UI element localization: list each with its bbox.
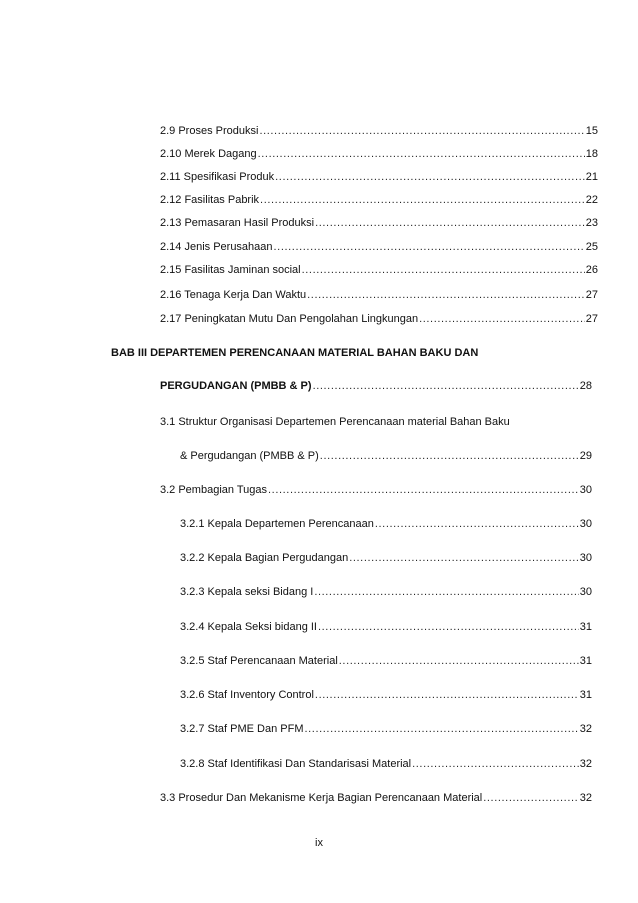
toc-entry: [160, 170, 598, 184]
toc-page-number: 31: [579, 689, 592, 701]
toc-leader: [268, 483, 579, 497]
toc-entry: [180, 722, 592, 736]
toc-page-number: 18: [585, 148, 598, 160]
toc-entry-label: 2.14 Jenis Perusahaan: [160, 241, 273, 253]
toc-leader: [259, 124, 584, 138]
toc-page-number: 21: [585, 171, 598, 183]
toc-page-number: 26: [585, 264, 598, 276]
toc-entry-label: PERGUDANGAN (PMBB & P): [160, 380, 312, 392]
toc-entry-label: 3.2 Pembagian Tugas: [160, 484, 268, 496]
toc-page-number: 32: [579, 792, 592, 804]
toc-entry-label: 2.13 Pemasaran Hasil Produksi: [160, 217, 315, 229]
toc-entry-label: 3.2.3 Kepala seksi Bidang I: [180, 586, 314, 598]
toc-page-number: 32: [579, 723, 592, 735]
toc-entry: [160, 312, 598, 326]
toc-page-number: 22: [585, 194, 598, 206]
toc-leader: [412, 757, 579, 771]
toc-entry: [160, 791, 592, 805]
toc-entry: [160, 263, 598, 277]
toc-page-number: 15: [585, 125, 598, 137]
toc-leader: [318, 620, 579, 634]
toc-entry: [180, 757, 592, 771]
toc-entry: [160, 483, 592, 497]
toc-leader: [483, 791, 579, 805]
toc-entry: [180, 654, 592, 668]
toc-page-number: 31: [579, 655, 592, 667]
toc-leader: [313, 379, 579, 393]
toc-leader: [258, 147, 585, 161]
toc-entry-label: 3.2.1 Kepala Departemen Perencanaan: [180, 518, 374, 530]
toc-entry: [180, 449, 592, 463]
toc-entry-label: 3.2.6 Staf Inventory Control: [180, 689, 314, 701]
toc-entry: [160, 193, 598, 207]
toc-entry: [160, 288, 598, 302]
toc-entry-label: 2.9 Proses Produksi: [160, 125, 259, 137]
toc-entry-label: 2.10 Merek Dagang: [160, 148, 257, 160]
toc-page-number: 30: [579, 586, 592, 598]
toc-entry-label: 3.1 Struktur Organisasi Departemen Perencanaan material Bahan Baku: [160, 416, 510, 428]
toc-entry-label: 3.2.4 Kepala Seksi bidang II: [180, 621, 317, 633]
toc-entry: [180, 551, 592, 565]
toc-entry: [160, 240, 598, 254]
toc-page-number: 25: [585, 241, 598, 253]
toc-entry: [180, 620, 592, 634]
toc-entry: [180, 517, 592, 531]
toc-leader: [315, 216, 585, 230]
toc-entry-label: 2.16 Tenaga Kerja Dan Waktu: [160, 289, 307, 301]
toc-leader: [315, 688, 579, 702]
toc-leader: [320, 449, 579, 463]
toc-entry-label: 3.2.7 Staf PME Dan PFM: [180, 723, 304, 735]
toc-entry-label: 3.3 Prosedur Dan Mekanisme Kerja Bagian Perencanaan Material: [160, 792, 483, 804]
toc-entry: [160, 147, 598, 161]
toc-entry-label: 2.15 Fasilitas Jaminan social: [160, 264, 301, 276]
toc-entry: [180, 688, 592, 702]
toc-leader: [302, 263, 585, 277]
toc-leader: [307, 288, 585, 302]
toc-entry-label: 2.12 Fasilitas Pabrik: [160, 194, 260, 206]
toc-entry-label: & Pergudangan (PMBB & P): [180, 450, 319, 462]
chapter-heading-continuation: [160, 379, 592, 393]
toc-entry: [160, 216, 598, 230]
toc-page-number: 29: [579, 450, 592, 462]
toc-page-number: 27: [585, 289, 598, 301]
toc-entry-label: 2.17 Peningkatan Mutu Dan Pengolahan Lingkungan: [160, 313, 419, 325]
toc-entry-label: 3.2.5 Staf Perencanaan Material: [180, 655, 338, 667]
toc-leader: [275, 170, 585, 184]
toc-leader: [274, 240, 585, 254]
toc-leader: [349, 551, 579, 565]
toc-page-number: 30: [579, 518, 592, 530]
toc-leader: [260, 193, 585, 207]
toc-entry: [180, 585, 592, 599]
toc-page-number: 23: [585, 217, 598, 229]
toc-leader: [339, 654, 579, 668]
toc-entry-label: 3.2.8 Staf Identifikasi Dan Standarisasi Material: [180, 758, 412, 770]
toc-leader: [305, 722, 579, 736]
toc-leader: [314, 585, 578, 599]
page-number-footer: ix: [315, 837, 323, 849]
toc-page-number: 28: [579, 380, 592, 392]
toc-page-number: 27: [585, 313, 598, 325]
toc-entry-label: 3.2.2 Kepala Bagian Pergudangan: [180, 552, 349, 564]
toc-page-number: 31: [579, 621, 592, 633]
toc-entry: [160, 124, 598, 138]
toc-page-number: 30: [579, 552, 592, 564]
toc-page-number: 30: [579, 484, 592, 496]
toc-leader: [419, 312, 585, 326]
chapter-heading: BAB III DEPARTEMEN PERENCANAAN MATERIAL BAHAN BAKU DAN: [111, 347, 479, 359]
toc-leader: [375, 517, 579, 531]
toc-page-number: 32: [579, 758, 592, 770]
toc-entry-label: 2.11 Spesifikasi Produk: [160, 171, 275, 183]
